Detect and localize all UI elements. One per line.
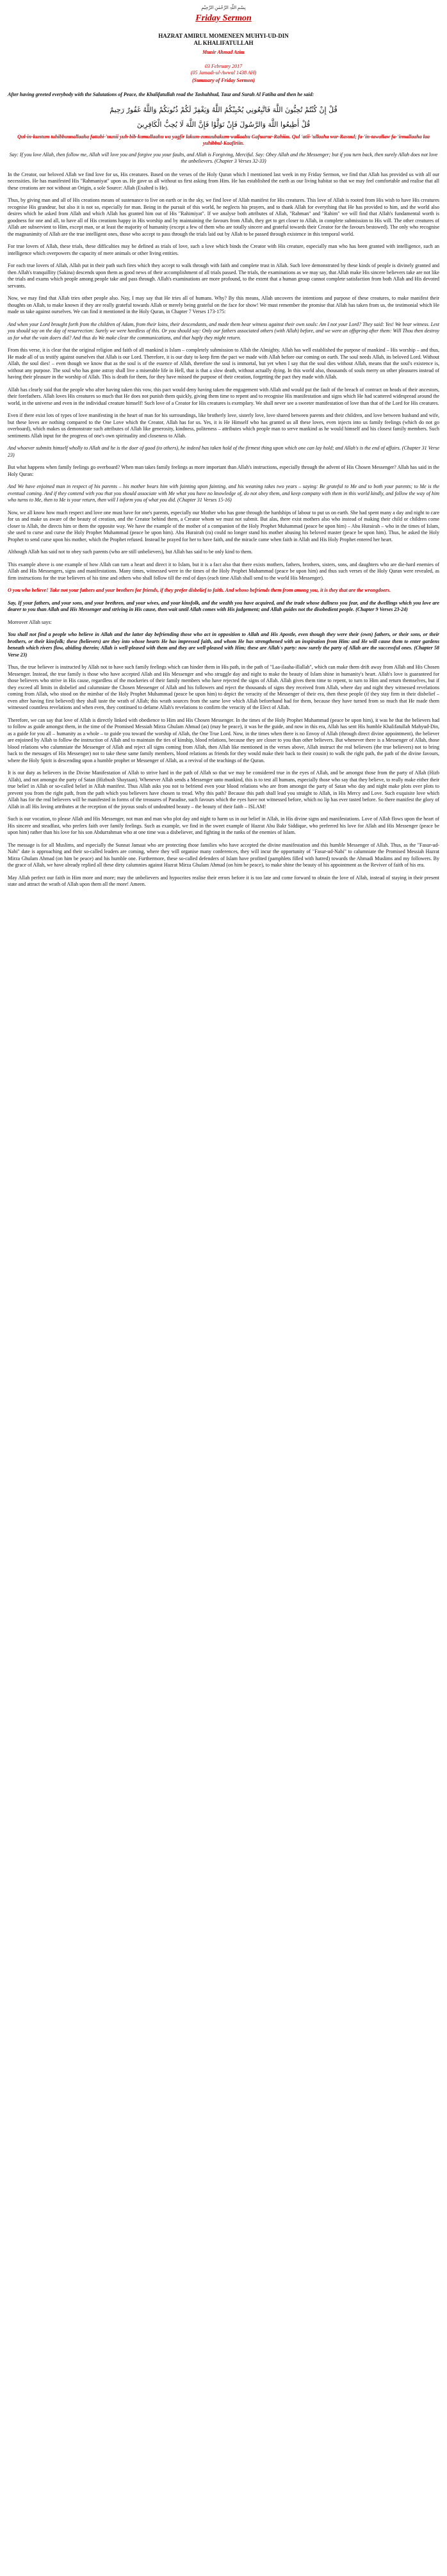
summary-label: (Summary of Friday Sermon) [191, 77, 255, 83]
bismillah-header: بِسْمِ اللّٰہِ الرَّحْمٰنِ الرَّحِیْمِ [201, 5, 246, 10]
body-paragraph: Thus, by giving man and all of His creations means of sustenance to live on earth or in the sky, we find love of Allah manifest for His creatures. This love of Allah is rooted from His wish to have His creatures recognise His grandeur, but also it is not so, especially for man. Being in the pursuit of this world, he neglects his prayers, and to thank Allah for everything that He has provided to him, and the world also desires which he asked from Allah and which Allah has granted him out of His "Rahimiyat". If we analyse both attributes of Allah, "Rahman" and "Rahim" we will find that Allah's fundamental worth is goodness for one and all, to have all of His creations happy in His worship and by maintaining the favours from Allah, they get to get closer to Allah, in complete submission to His will. The other creatures of Allah are subservient to Him, except man, or at least the majority of humanity (except a few of them who are totally sincere and grateful towards their Creator for the favours bestowed). The only who recognise the magnanimity of Allah are the true intelligent ones, those who accept to pass through the trials laid out by Allah to be passed through existence in this temporal world. [8, 197, 439, 237]
sermon-page [0, 0, 447, 901]
quran-quote: And whoever submits himself wholly to Allah and he is the doer of good (to others), he indeed has taken hold of the firmest thing upon which one can lay hold; and Allah's is the end of affairs. (Chapter 31 Verse 23) [8, 445, 439, 458]
body-paragraph: Although Allah has said not to obey such parents (who are still unbelievers), but Allah has said to be only kind to them. [8, 549, 253, 555]
quran-quote: And when your Lord brought forth from the children of Adam, from their loins, their descendants, and made them bear witness against their own souls: Am I not your Lord? They said: Yes! We bear witness. Lest you should say on the day of resurrection: Surely we were heedless of this. Or you should say: Only our fathers associated others (with Allah) before, and we were an offspring after them: Will Thou then destroy us for what the vain doers did? And thus do We make clear the communications, and that haply they might return. [8, 321, 439, 341]
body-paragraph: Moreover Allah says: [8, 619, 52, 625]
arabic-verse-1: قُلْ إِنْ كُنْتُمْ تُحِبُّونَ اللَّهَ فَاتَّبِعُونِي يُحْبِبْكُمُ اللَّهُ وَيَغْفِرْ لَكُمْ ذُنُوبَكُمْ وَاللَّهُ غَفُورٌ رَحِيمٌ [110, 105, 337, 114]
body-paragraph: But what happens when family feelings go overboard? When man takes family feelings as more important than Allah's instructions, especially through the advent of His Chosen Messenger? Allah has said in the Holy Quran: [8, 464, 439, 477]
arabic-verse-2: قُلْ أَطِيعُوا اللَّهَ وَالرَّسُولَ فَإِنْ تَوَلَّوْا فَإِنَّ اللَّهَ لَا يُحِبُّ الْكَافِرِينَ [136, 120, 311, 129]
body-paragraph: Even if there exist lots of types of love manifesting in the heart of man for his surroundings, like brotherly love, sisterly love, love shared between parents and their children, and love between husband and wife, but these loves are nothing compared to the One Love which the Creator, Allah has for us. Yes, it is He Himself who has granted us all these loves, even injects into us family feelings (which do not go overboard), which makes us demonstrate such attributes of Allah like generosity, kindness, politeness – attributes which people man to serve mankind as he would himself and his closest family members. Such sentiments Allah input for the progress of one's own spirituality and closeness to Allah. [8, 412, 439, 439]
body-paragraph: Now, we all know how much respect and love one must have for one's parents, especially our Mother who has gone through the hardships of labour to put us on earth. She had spent many a day and night to care for us and make us aware of the beauty of creation, and the Creator behind them, a Creator whom we must not submit. But alas, there exist mothers also who instead of making their child or children come closer to Allah, the directs him or them the opposite way. We have the example of the mother of a companion of the Holy Prophet Muhammad (peace be upon him) – Abu Hurairah – who in the times of Islam, she used to curse and curse the Holy Prophet Muhammad (peace be upon him). Abu Hurairah (ra) could no longer stand his mother abusing his beloved master (peace be upon him). Thus, he asked the Holy Prophet to send curse upon his mother, which the Prophet refused. Instead he prayed for her to have faith, and the miracle came when faith in Allah and His Holy Prophet entered her heart. [8, 509, 439, 542]
verse-transliteration: Qul-in-kuntum tuhibbuunallaaha fattabi-'uunii yuh-bib-kumullaahu wa yagfir lakum-zunuubakum-wallaahu Gafuurur-Rahiim. Qul 'atii-'ullaaha war-Rasuul; fa-'in-tawallaw fa-'innallaaha laa yuhibbul-Kaafiriin. [17, 133, 430, 146]
body-paragraph: Now, we may find that Allah tries other people also. Nay, I may say that He tries all of humans. Why? By this means, Allah uncovers the intentions and purpose of these creatures, to make manifest their thoughts on Allah, to make known if they are really grateful towards Allah or merely being grateful on the face for show! We must remember the promise that Allah has taken from us, the testimonial which He made us take against ourselves. We can find it mentioned in the Holy Quran, in Chapter 7 Verses 173-175: [8, 295, 439, 314]
body-paragraph: Therefore, we can say that love of Allah is directly linked with obedience to Him and His Chosen Messenger. In the times of the Holy Prophet Muhammad (peace be upon him), it was he that the believers had to follow as guide amongst them, in the time of the Promised Messiah Mirza Ghulam Ahmad (as) (may he peace), it was he the guide, and now in this era, Allah has sent His humble Khalifatullah Mahyud-Din, as a guide for you all – humanity as a whole – to guide you toward the worship of Allah, the One True Lord. Now, in the times when there is no Envoy of Allah (through direct divine appointment), the believer are enjoined by Allah to follow the instruction of Allah and to maintain the ties of kinship, blood relations, because they are closer to you than other believers. But whenever there is a Messenger of Allah, those blood relations who calumniate the Messenger of Allah and reject all signs coming from Allah, then Allah like mentioned in the verses above, Allah instruct the real believers (the true believers) not to bring back to the messages of His Messenger) not to take these same family members, blood relations as friends for they would make their back to their cousin) to walk the right path, the path of the divine favours, where the Holy Spirit is descending upon a humble prophet or Messenger of Allah, as a revival of the teachings of the Quran. [8, 717, 439, 763]
quran-quote: Say, If your fathers, and your sons, and your brethren, and your wives, and your kinsfolk, and the wealth you have acquired, and the trade whose dullness you fear, and the dwellings which you love are dearer to you than Allah and His Messenger and striving in His cause, then wait until Allah comes with His judgement; and Allah guides not the disobedient people. (Chapter 9 Verses 23-24) [8, 599, 439, 612]
body-paragraph: In the Creator, our beloved Allah we find love for us, His creatures. Based on the verses of the Holy Quran which I mentioned last week in my Friday Sermon, we find that Allah has provided us with all our necessities. He has manifested His "Rahmaniyat" upon us. He gave us all without us first asking from Him. He has established the earth as our living habitat so that we may feel comfortable and realise that all these creations are not without an Origin, a sole Source: Allah (Exalted is He). [8, 171, 439, 191]
author-name: Munir Ahmad Azim [202, 49, 245, 55]
body-paragraph: Such is our vocation, to please Allah and His Messenger, not man and man who plot day and night to harm us in our belief in Allah, in His divine signs and manifestations. Love of Allah flows upon the heart of His sincere and steadfast, who prefers faith over family feelings. Such as example, we find in the sweet example of Hazrat Abu Bakr Siddique, who preferred his love for Allah and His Messenger (peace be upon him) rather than his love for his son Abdurrahman who at one time was a disbeliever, and fighting in the ranks of the enemies of Islam. [8, 816, 439, 835]
sermon-date: 03 February 2017 [204, 63, 243, 69]
quran-quote: And We have enjoined man in respect of his parents – his mother bears him with fainting upon fainting, and his weaning takes two years – saying: Be grateful to Me and to both your parents; to Me is the eventual coming. And if they contend with you that you should associate with Me what you have no knowledge of, do not obey them, and keep company with them in this world kindly, and follow the way of him who turns to Me, then to Me is your return, then will I inform you of what you did. (Chapter 31 Verses 15-16) [8, 484, 439, 503]
verse-translation: Say: If you love Allah, then follow me, Allah will love you and forgive you your faults, and Allah is Forgiving, Merciful. Say: Obey Allah and the Messenger; but if you turn back, then surely Allah does not love the unbelievers. (Chapter 3 Verses 32-33) [9, 151, 438, 164]
body-paragraph: Allah has clearly said that the people who after having taken this vow, this pact would deny having taken the engagement with Allah and would put the fault of the breach of contract on heads of their ancestors, their forefathers. Allah loves His creatures so much that He does not punish them quickly, giving them time to repent and to recognise His manifestation and signs which He had scattered widespread around the world, in the universe and even in the individual creature himself! Such love of a Creator for His creatures is exemplary. We shall never see a sweeter manifestation of love than that of the Lord for His creatures. [8, 386, 439, 406]
body-paragraph: This example above is one example of how Allah can turn a heart and direct it to Islam, but it is a fact also that there exists mothers, fathers, brothers, sisters, sons, and daughters who are die-hard enemies of Allah and His Messengers, signs and manifestations. Many times, witnessed were in the times of the Holy Prophet Muhammad (peace be upon him) and thus such verses of the Holy Quran were revealed, as firm instructions for the true believers of his time and others who shall follow till the end of days (each time Allah shall send to the world His Messenger). [8, 561, 439, 581]
body-paragraph: For true lovers of Allah, these trials, these difficulties may be defined as trials of love, such a love which binds the Creator with His creature, especially man who has been granted with intelligence, such an intelligence which overpowers the capacity of mere animals or other living entities. [8, 243, 439, 256]
opening-paragraph: After having greeted everybody with the Salutations of Peace, the Khalifatullah read the Tashahhud, Tauz and Surah Al Fatiha and then he said: [8, 92, 314, 97]
body-paragraph: For each true lovers of Allah, Allah put in their path such fires which they accept to walk through with faith and complete trust in Allah. Such love demonstrated by these kinds of people is divinely granted and then Allah's tranquillity (Sakina) descends upon them as good news of their accomplishment of all trials passed. The trials, the examinations as we may say, that Allah make His sincere believers take are not like the trials and exams which people among people take and pass through. Allah's examinations are more profound, to the extent that a human group cannot complete satisfaction from both Allah and His devoted servants. [8, 263, 439, 289]
khalifa-title: AL KHALIFATULLAH [193, 40, 254, 46]
body-paragraph: From this verse, it is clear that the original religion and faith of all mankind is Islam – completely submission to Allah the Almighty. Allah has well established the purpose of mankind – His worship – and thus, He made all of us testify against ourselves that Allah is our Lord. Therefore, it is our duty to keep firm the pact we made with Allah before our coming on earth. The soul needs Allah, its beloved Lord. Without Allah, the soul dies! – even though we know that as the soul is of the essence of Allah, therefore the soul is immortal, but yet when I say that the soul dies without Allah, means that the soul's existence is, without any purpose. The soul who has gone astray shall live a miserable life in Hell, that is that a slow death, without actually dying. In this world also, thousands of souls merry on other pleasures instead of having their pleasure in the worship of Allah. This is death for them, for they have missed the purpose of their creation, forgetting the pact they made with Allah. [8, 347, 439, 380]
quran-quote: You shall not find a people who believe in Allah and the latter day befriending those who act in opposition to Allah and His Apostle, even though they were their (own) fathers, or their sons, or their brothers, or their kinsfolk; these (believers) are they into whose hearts He has impressed faith, and whom He has strengthened with an inspiration from Him: and He will cause them to enter gardens beneath which rivers flow, abiding therein; Allah is well-pleased with them and they are well-pleased with Him; these are Allah's party: now surely the party of Allah are the successful ones. (Chapter 58 Verse 23) [8, 632, 439, 658]
hazrat-title: HAZRAT AMIRUL MOMENEEN MUHYI-UD-DIN [158, 33, 289, 39]
body-paragraph: It is our duty as believers in the Divine Manifestation of Allah to strive hard in the path of Allah so that we may be considered true in the eyes of Allah, and be amongst those from the party of Allah (Hizb Allah), and not amongst the party of Satan (Hizbush Shaytaan). Whenever Allah sends a Messenger unto mankind, this is to test all humans, especially those who say that they believe, to really make either their true belief in Allah or so-called belief in Allah manifest. Thus Allah asks you not to befriend even your blood relations who are from amongst the party of Satan who day and night make plots over plots to prevent you from the right path, from the path which you believers have chosen to tread. Why this path? Because this path shall lead you straight to Allah, in His Mercy and Love. Such exquisite love which Allah has for the real believers will be manifested in forms of the treasures of Paradise, such favours which the eyes have not witnessed before, which no lip has ever tasted before. So there manifest the glory of Allah in all His loving attributes at the reception of the joyous souls of undoubted beauty – the beauty of their faith – ISLAM! [8, 770, 439, 810]
quran-quote-highlight: O you who believe! Take not your fathers and your brothers for friends, if they prefer disbelief to faith. And whoso befriends them from among you, it is they that are the wrongdoers. [8, 587, 391, 593]
sermon-hijri-date: (05 Jamadi-ul-Awwal 1438 AH) [190, 70, 257, 76]
body-paragraph: Thus, the true believer is instructed by Allah not to have such family feelings which can hinder them in His path, in the path of "Laa-ilaaha-illallah", which can make them drift away from Allah and His Chosen Messenger. Instead, the true family is those who have accepted Allah and His Messenger and who struggle day and night to make the beauty of Islam shine in humanity's heart. Allah's love is guaranteed for those believers who strive in His cause, regardless of the mockeries of their family members who have rejected the signs of Allah. Allah gives them time to repent, to turn to Him and return themselves, but if they exceed all limits in disbelief and calumniate the Chosen Messenger of Allah and his followers and reject the thousands of signs they received from Allah, where day and night they witnessed revelations coming from Allah, who stood on the mimbar of the Holy Prophet Muhammad (peace be upon him) to depict the veracity of the Messenger of their era, then these people (if they stay firm in their disbelief – even after having first believed) they shall taste the wrath of Allah; this wrath sources from the same love which Allah beforehand had for them, because they have turned from so much that He made them witnessed countless revelations and when even, they continued to defame Allah's revelations to confirm the veracity of the Elect of Allah. [8, 664, 439, 710]
body-paragraph: The message is for all Muslims, and especially the Sunnat Jamaat who are protecting those families who have accepted the divine manifestation and this humble Messenger of Allah. Thus, as the "Fasur-ud-Nabi" date is approaching and their so-called leaders are coming, where they will organise many conferences, they will incur the opportunity of "Fasur-ud-Nabi" to calumniate the Promised Messiah Hazrat Mirza Ghulam Ahmad (on him be peace) and his humble one. Furthermore, these so-called defenders of Islam have profited (pamphlets filled with hatred) towards the Ahmadi Muslims and my followers. By the grace of Allah, we have already replied all these dirty calumnies against Hazrat Mirza Ghulam Ahmad (on him be peace), to make shine the beauty of his appointment as the Reviver of faith of his era. [8, 842, 439, 868]
body-paragraph: May Allah perfect our faith in Him more and more; may the unbelievers and hypocrites realise their errors before it is too late and come forward to obtain the love of Allah, instead of staying in their present state and attract the wrath of Allah upon them all the more! Ameen. [8, 874, 439, 887]
page-title: Friday Sermon [195, 13, 252, 23]
